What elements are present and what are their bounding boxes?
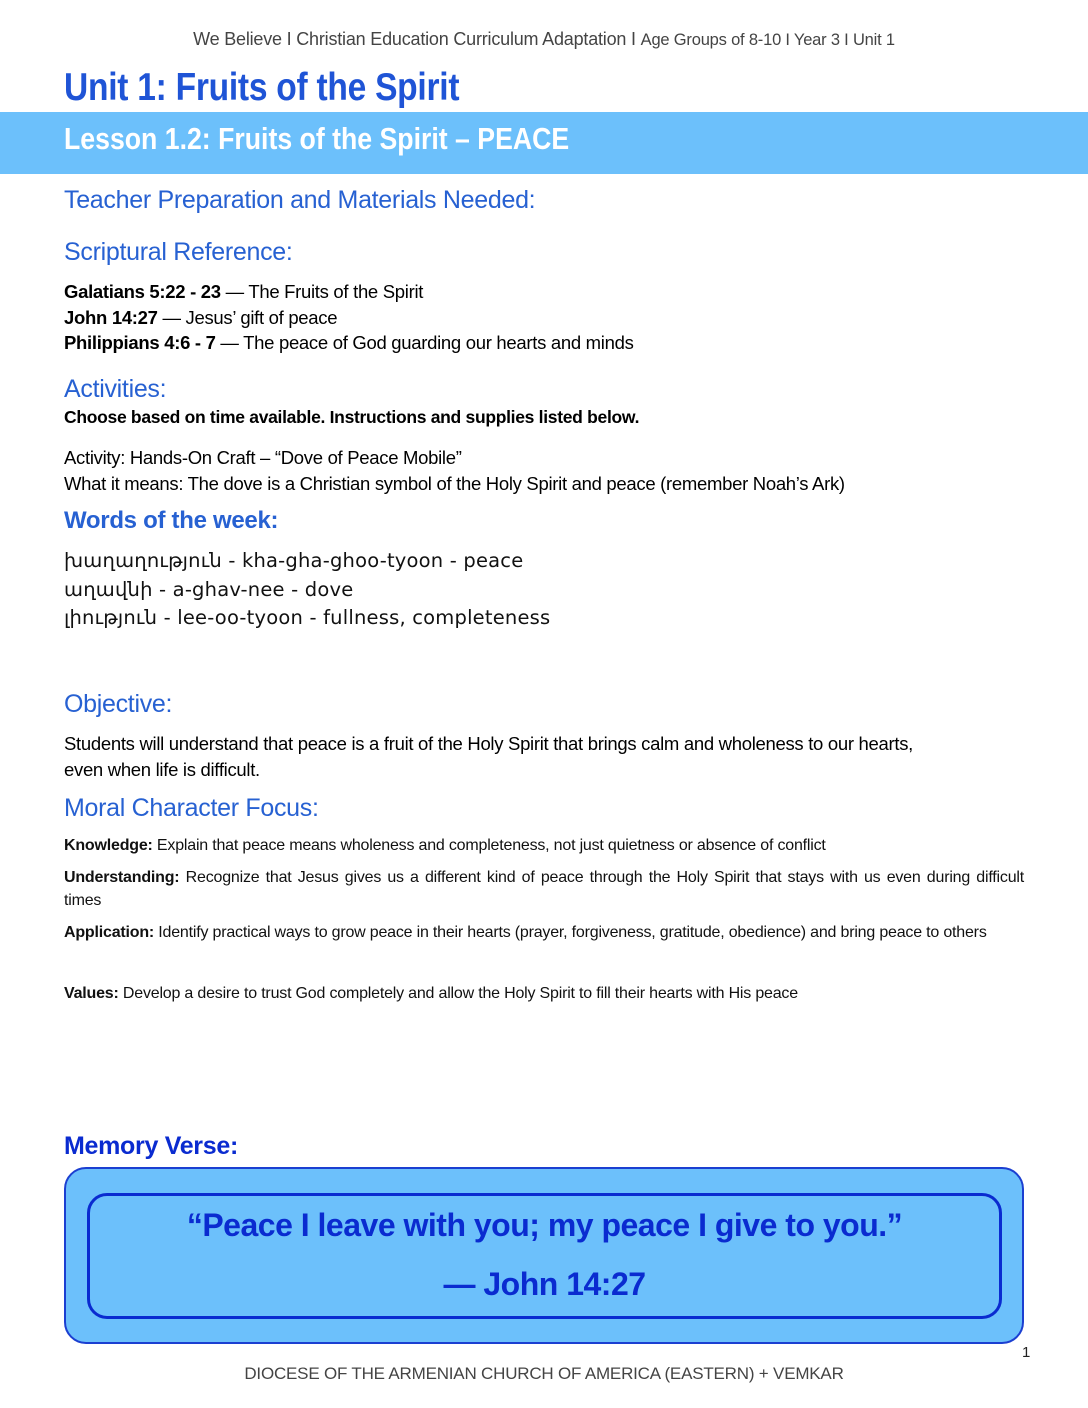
scripture-ref-label: Galatians 5:22 - 23 [64, 281, 221, 302]
header-main: We Believe I Christian Education Curriculum Adaptation I [193, 29, 641, 49]
scripture-ref-desc: — Jesus’ gift of peace [157, 307, 338, 328]
memory-verse-citation: — John 14:27 [443, 1266, 646, 1302]
word-item: աղավնի - a-ghav-nee - dove [64, 578, 354, 601]
unit-title: Unit 1: Fruits of the Spirit [64, 66, 460, 109]
moral-item-understanding [64, 866, 1024, 912]
moral-item-application [64, 921, 1024, 944]
scripture-ref-desc: — The Fruits of the Spirit [220, 281, 424, 302]
scripture-ref [64, 307, 337, 329]
moral-label: Application: [64, 924, 155, 941]
moral-heading: Moral Character Focus: [64, 794, 319, 822]
teacher-prep-heading: Teacher Preparation and Materials Needed: [64, 186, 536, 214]
activity-meaning: What it means: The dove is a Christian symbol of the Holy Spirit and peace (remember Noah’s Ark) [64, 473, 845, 494]
activities-instruction: Choose based on time available. Instructions and supplies listed below. [64, 407, 640, 427]
header-small: Age Groups of 8-10 I Year 3 I Unit 1 [640, 31, 895, 49]
activities-heading: Activities: [64, 375, 167, 403]
moral-label: Values: [64, 985, 119, 1002]
scripture-ref [64, 281, 423, 303]
lesson-title: Lesson 1.2: Fruits of the Spirit – PEACE [64, 121, 570, 156]
word-item: լիություն - lee-oo-tyoon - fullness, completeness [64, 606, 551, 629]
moral-text: Identify practical ways to grow peace in their hearts (prayer, forgiveness, gratitude, obedience) and bring peace to others [154, 924, 987, 941]
scripture-ref-label: John 14:27 [64, 307, 158, 328]
moral-label: Understanding: [64, 869, 180, 886]
activity-name: Activity: Hands-On Craft – “Dove of Peace Mobile” [64, 447, 462, 468]
objective-line: even when life is difficult. [64, 759, 260, 780]
memory-verse-text: “Peace I leave with you; my peace I give to you.” [186, 1207, 903, 1243]
running-header [0, 29, 1088, 50]
scripture-ref [64, 332, 634, 354]
scripture-heading: Scriptural Reference: [64, 238, 293, 266]
scripture-ref-label: Philippians 4:6 - 7 [64, 332, 216, 353]
word-item: խաղաղություն - kha-gha-ghoo-tyoon - peace [64, 549, 524, 572]
scripture-ref-desc: — The peace of God guarding our hearts and minds [215, 332, 634, 353]
moral-text: Recognize that Jesus gives us a different kind of peace through the Holy Spirit that stays with us even during difficult times [64, 869, 1024, 909]
moral-text: Explain that peace means wholeness and completeness, not just quietness or absence of conflict [152, 837, 826, 854]
moral-text: Develop a desire to trust God completely and allow the Holy Spirit to fill their hearts with His peace [118, 985, 798, 1002]
objective-line: Students will understand that peace is a fruit of the Holy Spirit that brings calm and wholeness to our hearts, [64, 733, 914, 754]
page-number: 1 [1022, 1344, 1031, 1361]
moral-label: Knowledge: [64, 837, 153, 854]
moral-item-knowledge [64, 834, 1024, 857]
memory-verse-heading: Memory Verse: [64, 1132, 238, 1160]
footer: DIOCESE OF THE ARMENIAN CHURCH OF AMERICA (EASTERN) + VEMKAR [244, 1364, 844, 1383]
words-heading: Words of the week: [64, 507, 279, 534]
objective-heading: Objective: [64, 690, 173, 718]
moral-item-values [64, 982, 1024, 1005]
